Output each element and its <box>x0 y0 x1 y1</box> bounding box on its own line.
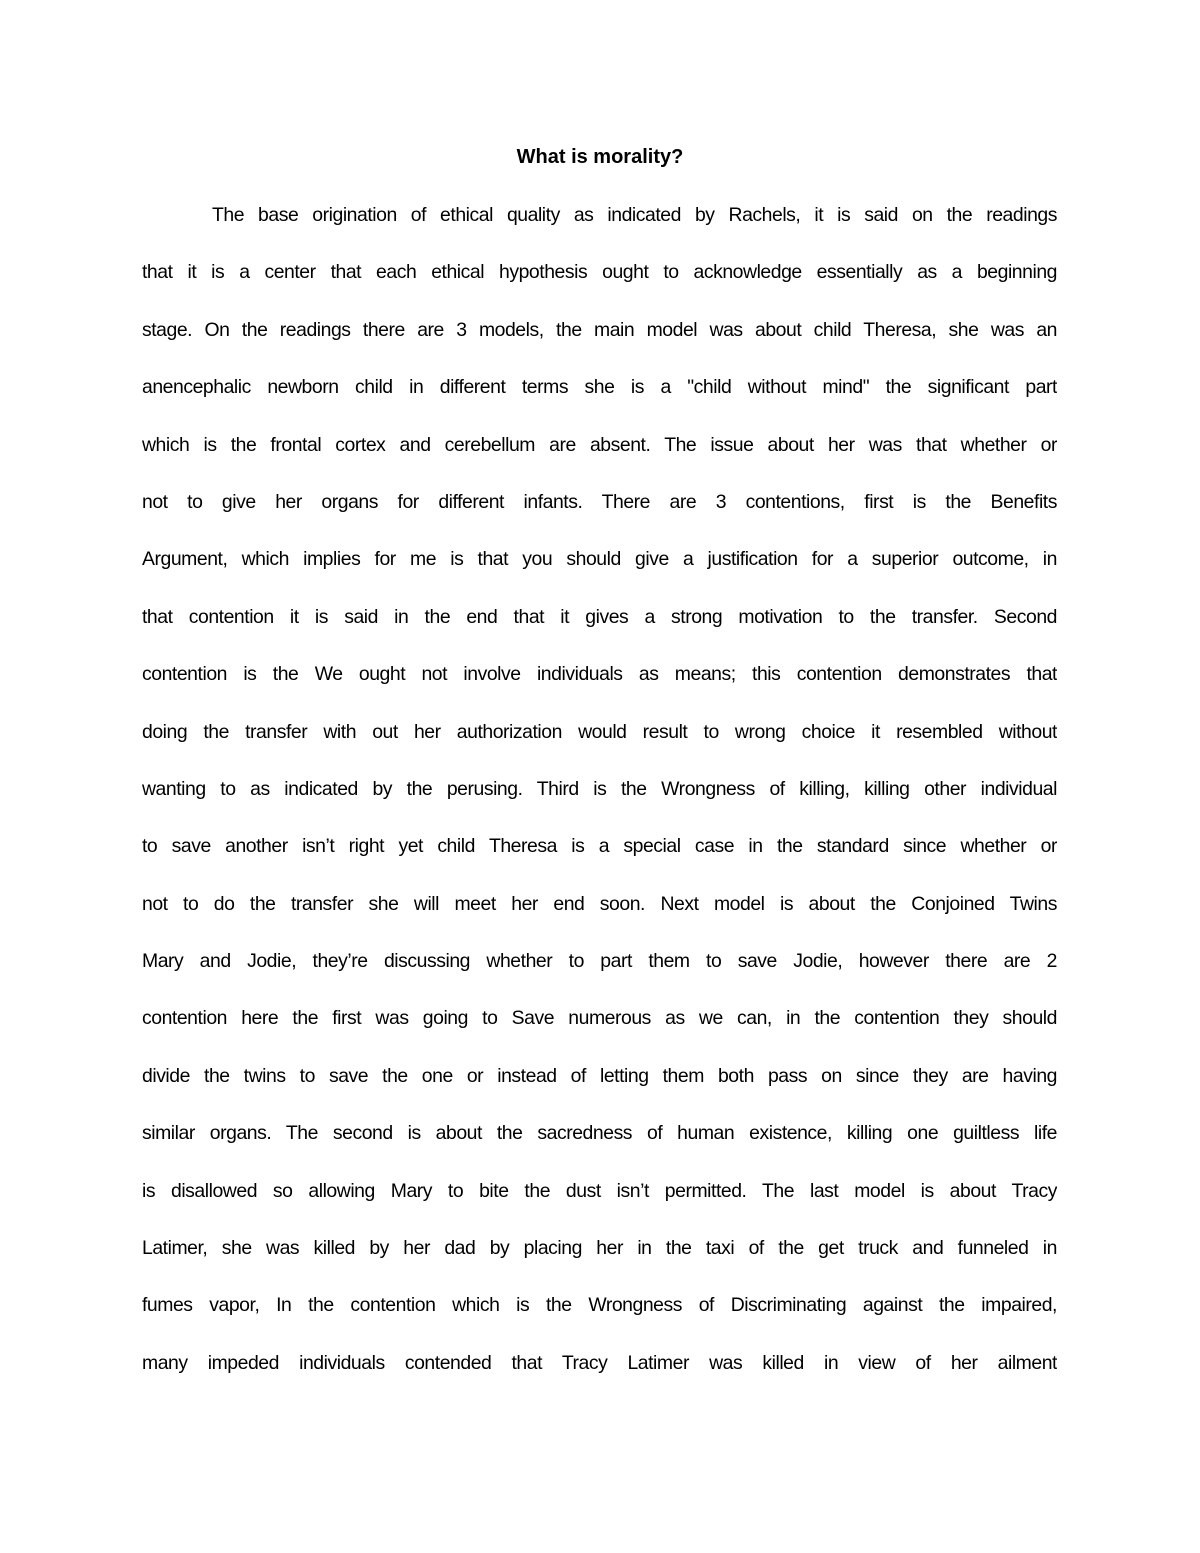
text-line: not to do the transfer she will meet her end soon. Next model is about the Conjoined Twins <box>142 892 1057 915</box>
text-line: that it is a center that each ethical hypothesis ought to acknowledge essentially as a beginning <box>142 261 1057 284</box>
document-title: What is morality? <box>516 146 684 168</box>
text-line: is disallowed so allowing Mary to bite the dust isn’t permitted. The last model is about Tracy <box>142 1179 1057 1202</box>
text-line: Mary and Jodie, they’re discussing whether to part them to save Jodie, however there are 2 <box>142 950 1057 973</box>
text-line: divide the twins to save the one or instead of letting them both pass on since they are having <box>142 1064 1057 1087</box>
text-line: contention is the We ought not involve individuals as means; this contention demonstrates that <box>142 663 1057 686</box>
text-line: doing the transfer with out her authorization would result to wrong choice it resembled without <box>142 720 1057 743</box>
text-line: not to give her organs for different infants. There are 3 contentions, first is the Benefits <box>142 490 1057 513</box>
text-line: to save another isn’t right yet child Theresa is a special case in the standard since whether or <box>142 835 1057 858</box>
text-line: Argument, which implies for me is that you should give a justification for a superior outcome, in <box>142 548 1057 571</box>
text-line: fumes vapor, In the contention which is the Wrongness of Discriminating against the impaired, <box>142 1294 1057 1317</box>
text-line: many impeded individuals contended that Tracy Latimer was killed in view of her ailment <box>142 1351 1057 1374</box>
text-line: stage. On the readings there are 3 models, the main model was about child Theresa, she was an <box>142 318 1057 341</box>
text-line: The base origination of ethical quality as indicated by Rachels, it is said on the readings <box>212 204 1057 226</box>
text-line: contention here the first was going to Save numerous as we can, in the contention they should <box>142 1007 1057 1030</box>
text-line: anencephalic newborn child in different terms she is a "child without mind" the significant part <box>142 376 1057 399</box>
text-line: Latimer, she was killed by her dad by placing her in the taxi of the get truck and funneled in <box>142 1237 1057 1260</box>
text-line: that contention it is said in the end that it gives a strong motivation to the transfer. Second <box>142 605 1057 628</box>
text-line: similar organs. The second is about the sacredness of human existence, killing one guiltless life <box>142 1122 1057 1145</box>
text-line: which is the frontal cortex and cerebellum are absent. The issue about her was that whether or <box>142 433 1057 456</box>
document-body <box>142 198 1057 1403</box>
text-line: wanting to as indicated by the perusing. Third is the Wrongness of killing, killing other individual <box>142 777 1057 800</box>
